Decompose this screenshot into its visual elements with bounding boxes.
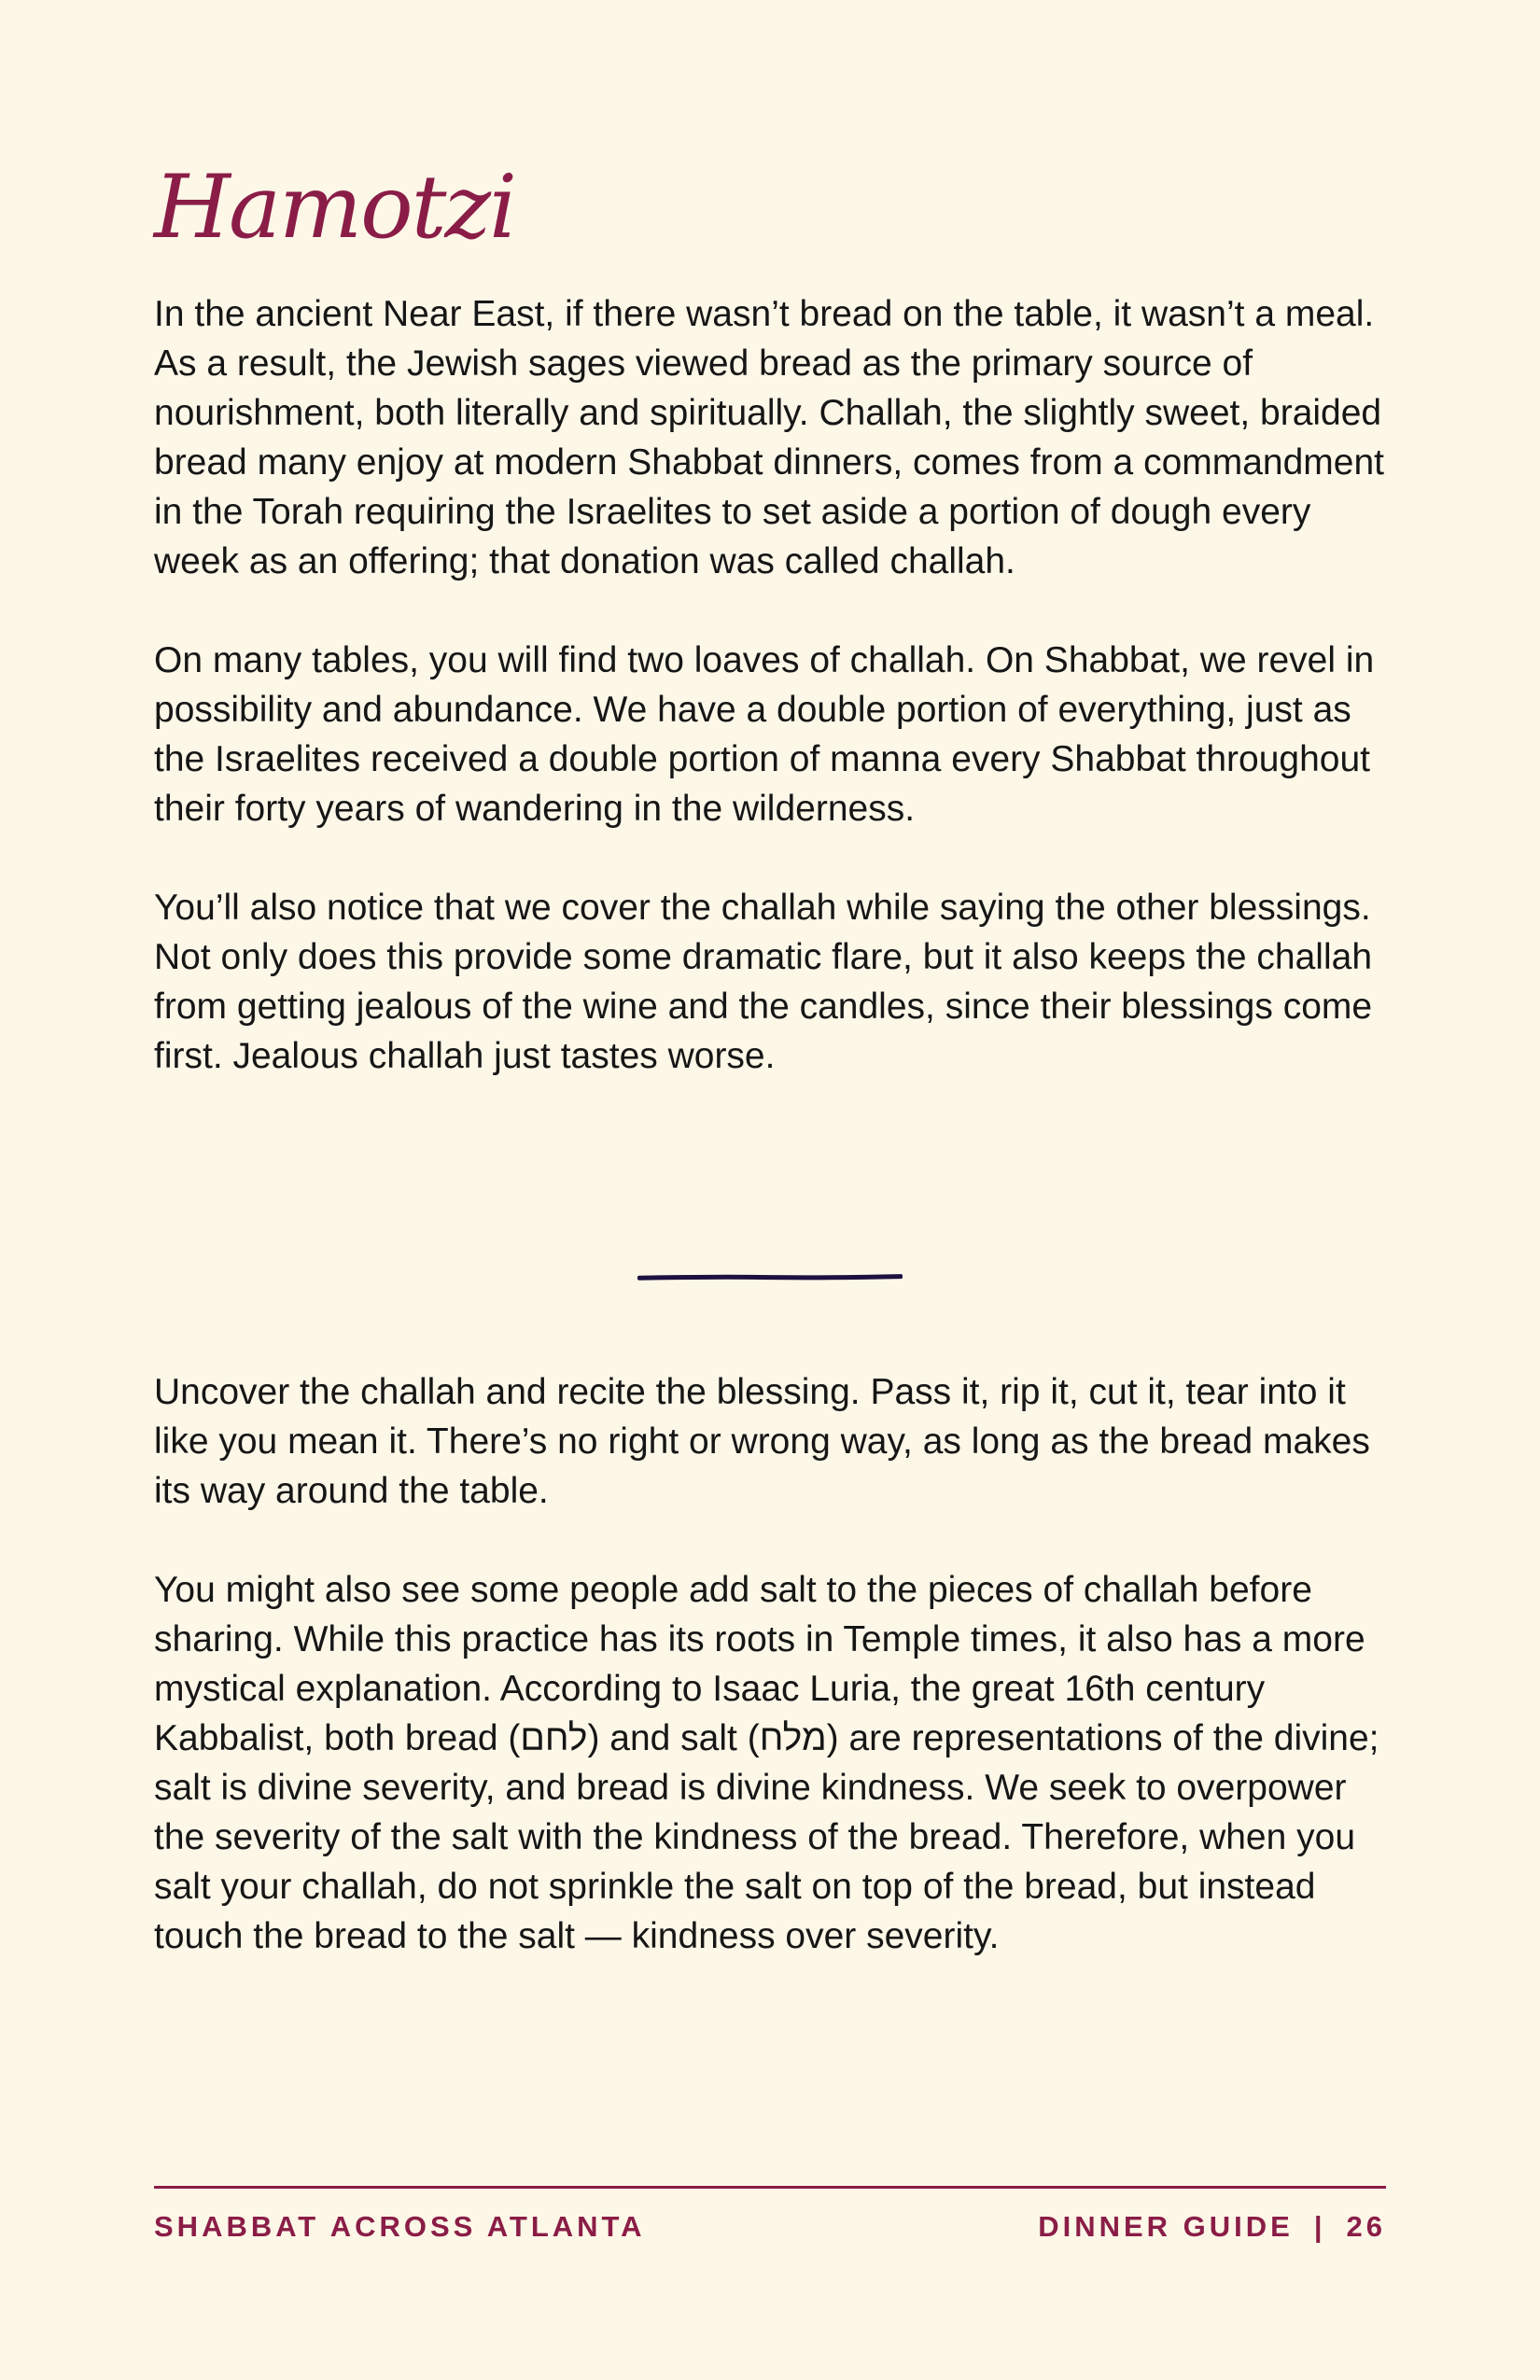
page-number: 26 bbox=[1346, 2210, 1386, 2243]
section-divider bbox=[637, 1273, 903, 1281]
intro-paragraph-bread: In the ancient Near East, if there wasn’t bread on the table, it wasn’t a meal. As a result, the Jewish sages viewed bread as the primary source of nourishment, both literally and spiritually. Challah, the slightly sweet, braided bread many enjoy at modern Shabbat dinners, comes from a commandment in the Torah requiring the Israelites to set aside a portion of dough every week as an offering; that donation was called challah. bbox=[154, 294, 1385, 581]
page-title: Hamotzi bbox=[154, 157, 516, 259]
practice-paragraph-salt: You might also see some people add salt to the pieces of challah before sharing. While this practice has its roots in Temple times, it also has a more mystical explanation. According to Isaac Luria, the great 16th century Kabbalist, both bread (לחם) and salt (מלח) are representations of the divine; salt is divine severity, and bread is divine kindness. We seek to overpower the severity of the salt with the kindness of the bread. Therefore, when you salt your challah, do not sprinkle the salt on top of the bread, but instead touch the bread to the salt — kindness over severity. bbox=[154, 1570, 1379, 1956]
footer-publication-title: SHABBAT ACROSS ATLANTA bbox=[154, 2210, 646, 2243]
intro-paragraph-cover-challah: You’ll also notice that we cover the challah while saying the other blessings. Not only does this provide some dramatic flare, but it also keeps the challah from getting jealous of the wine and the candles, since their blessings come first. Jealous challah just tastes worse. bbox=[154, 888, 1373, 1076]
footer-section-info bbox=[1038, 2210, 1386, 2244]
document-page bbox=[154, 0, 1386, 2380]
practice-section bbox=[154, 1367, 1386, 1961]
footer-rule bbox=[154, 2186, 1386, 2189]
intro-paragraph-two-loaves: On many tables, you will find two loaves of challah. On Shabbat, we revel in possibility and abundance. We have a double portion of everything, just as the Israelites received a double portion of manna every Shabbat throughout their forty years of wandering in the wilderness. bbox=[154, 640, 1375, 829]
footer-guide-label: DINNER GUIDE bbox=[1038, 2210, 1294, 2243]
intro-section bbox=[154, 289, 1386, 1081]
page-footer bbox=[154, 2210, 1386, 2244]
footer-separator: | bbox=[1313, 2210, 1326, 2243]
practice-paragraph-blessing: Uncover the challah and recite the blessing. Pass it, rip it, cut it, tear into it like you mean it. There’s no right or wrong way, as long as the bread makes its way around the table. bbox=[154, 1372, 1370, 1511]
